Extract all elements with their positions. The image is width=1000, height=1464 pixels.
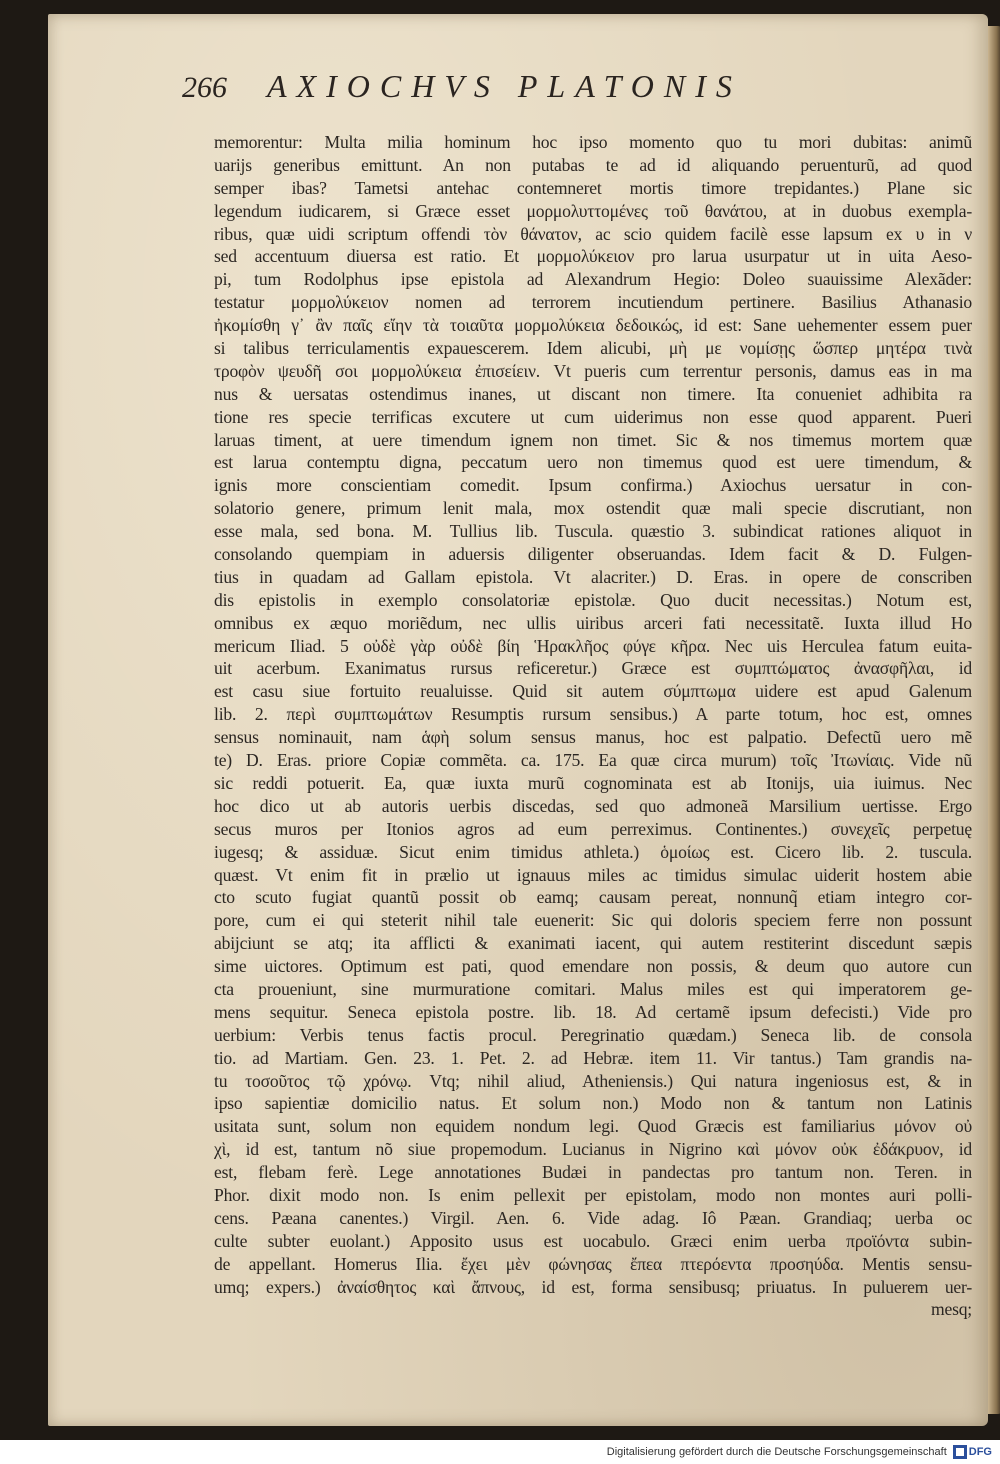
text-line: omnibus ex æquo moriẽdum, nec ullis uiribus arceri fati necessitatẽ. Iuxta illud Ho [214, 612, 972, 633]
text-line: dis epistolis in exemplo consolatoriæ epistolæ. Quo ducit necessitas.) Notum est, [214, 589, 972, 610]
text-line: esse mala, sed bona. M. Tullius lib. Tuscula. quæstio 3. subindicat rationes aliquot in [214, 521, 972, 542]
text-line: ribus, quæ uidi scriptum offendi τὸν θάνατον, ac scio quidem facilè esse lapsum ex υ in ν [214, 223, 972, 244]
text-line: est larua contemptu digna, peccatum uero non timemus quod est uere timendum, & [214, 452, 972, 473]
text-line: pi, tum Rodolphus ipse epistola ad Alexandrum Hegio: Doleo suauissime Alexãder: [214, 269, 972, 290]
text-line: cta proueniunt, sine murmuratione comitari. Malus miles est qui imperatorem ge- [214, 978, 972, 999]
text-line: mens sequitur. Seneca epistola postre. lib. 18. Ad certamẽ ipsum defecisti.) Vide pro [214, 1001, 972, 1022]
text-line: semper ibas? Tametsi antehac contemneret mortis timore trepidantes.) Plane sic [214, 177, 972, 198]
text-line: ignis more conscientiam comedit. Ipsum confirma.) Axiochus uersatur in con- [214, 475, 972, 496]
text-line: cens. Pæana canentes.) Virgil. Aen. 6. Vide adag. Iô Pæan. Grandiaq; uerba oc [214, 1207, 972, 1228]
text-line: pore, cum ei qui steterit nihil tale euenerit: Sic qui doloris speciem ferre non possunt [214, 910, 972, 931]
text-line: hoc dico ut ab autoris uerbis discedas, sed quo admoneã Marsilium uertisse. Ergo [214, 795, 972, 816]
text-line: tius in quadam ad Gallam epistola. Vt alacriter.) D. Eras. in opere de conscriben [214, 566, 972, 587]
text-line: tio. ad Martiam. Gen. 23. 1. Pet. 2. ad Hebræ. item 11. Vir tantus.) Tam grandis na- [214, 1047, 972, 1068]
text-line: te) D. Eras. priore Copiæ commẽta. ca. 175. Ea quæ circa murum) τοῖς Ἰτωνίαις. Vide nũ [214, 750, 972, 771]
text-line: sic reddi potuerit. Ea, quæ iuxta murũ cognominata est ab Itonijs, uia iuimus. Nec [214, 772, 972, 793]
text-line: usitata sunt, solum non equidem nondum legi. Quod Græcis est familiarius μόνον οὐ [214, 1116, 972, 1137]
footer-bar [0, 1440, 1000, 1464]
text-line: mericum Iliad. 5 οὐδὲ γὰρ οὐδὲ βίη Ἡρακλῆος φύγε κῆρα. Nec uis Herculea fatum euita- [214, 635, 972, 656]
text-line: legendum iudicarem, si Græce esset μορμολυττομένες τοῦ θανάτου, at in duobus exempla- [214, 200, 972, 221]
running-title: AXIOCHVS PLATONIS [267, 68, 742, 104]
text-line: tu τοσοῦτος τῷ χρόνῳ. Vtq; nihil aliud, Atheniensis.) Qui natura ingeniosus est, & in [214, 1070, 972, 1091]
text-line: solatorio genere, primum lenit mala, mox ostendit quæ mali specie discrutiant, non [214, 498, 972, 519]
text-line: de appellant. Homerus Ilia. ἔχει μὲν φώνησας ἔπεα πτερόεντα προσηύδα. Mentis sensu- [214, 1253, 972, 1274]
dfg-mark-icon [953, 1445, 967, 1459]
funding-notice: Digitalisierung gefördert durch die Deutsche Forschungsgemeinschaft [606, 1446, 947, 1458]
text-line: χὶ, id est, tantum nõ siue propemodum. Lucianus in Nigrino καὶ μόνον οὐκ ἐδάκρυον, id [214, 1139, 972, 1160]
text-line: laruas timent, at uere timendum ignem non timet. Sic & nos timemus mortem quæ [214, 429, 972, 450]
text-line: uarijs generibus emittunt. An non putabas te ad id aliquando peruenturũ, ad quod [214, 154, 972, 175]
dfg-logo [953, 1445, 992, 1459]
text-line: sensus nominauit, nam ἁφὴ solum sensus manus, hoc est palpatio. Defectũ uero mẽ [214, 727, 972, 748]
text-line: ἠκομίσθη γ᾽ ἂν παῖς εἴην τὰ τοιαῦτα μορμολύκεια δεδοικώς, id est: Sane uehementer essem puer [214, 315, 972, 336]
text-line: sed accentuum diuersa est ratio. Et μορμολύκειον pro larua usurpatur ut in uita Aeso- [214, 246, 972, 267]
text-line: tione res specie terrificas excutere ut cum uiderimus non esse quod apparent. Pueri [214, 406, 972, 427]
text-line: consolando quempiam in aduersis diligenter obseruandas. Idem facit & D. Fulgen- [214, 544, 972, 565]
text-line: memorentur: Multa milia hominum hoc ipso momento quo tu mori dubitas: animũ [214, 132, 972, 152]
text-line: si talibus terriculamentis expauescerem. Idem alicubi, μὴ με νομίσῃς ὥσπερ μητέρα τινὰ [214, 338, 972, 359]
body-text [214, 131, 972, 1321]
text-line: testatur μορμολύκειον nomen ad terrorem incutiendum pertinere. Basilius Athanasio [214, 292, 972, 313]
text-line: abijciunt se atq; ita afflicti & exanimati iacent, qui autem restiterint discedunt sæpis [214, 933, 972, 954]
text-line: est, flebam ferè. Lege annotationes Budæi in pandectas pro tantum non. Teren. in [214, 1162, 972, 1183]
text-line: est casu siue fortuito reualuisse. Quid sit autem σύμπτωμα uidere est apud Galenum [214, 681, 972, 702]
text-line: uit acerbum. Exanimatus rursus reficeretur.) Græce est συμπτώματος ἀνασφῆλαι, id [214, 658, 972, 679]
text-line: nus & uersatas ostendimus inanes, ut discant non timere. Ita conueniet adhibita ra [214, 383, 972, 404]
text-line: umq; expers.) ἀναίσθητος καὶ ἄπνους, id est, forma sensibusq; priuatus. In puluerem uer- [214, 1276, 972, 1297]
text-line: iugesq; & assiduæ. Sicut enim timidus athleta.) ὁμοίως est. Cicero lib. 2. tusculа. [214, 841, 972, 862]
text-line: sime uictores. Optimum est pati, quod emendare non possis, & deum quo autore cun [214, 956, 972, 977]
text-line: culte subter euolant.) Apposito usus est uocabulo. Græci enim uerba προϊόντα subin- [214, 1230, 972, 1251]
text-line: lib. 2. περὶ συμπτωμάτων Resumptis rursum sensibus.) A parte totum, hoc est, omnes [214, 704, 972, 725]
text-line: Phor. dixit modo non. Is enim pellexit per epistolam, modo non montes auri polli- [214, 1184, 972, 1205]
text-line: cto scuto fugiat quantũ possit ob eamq; causam pereat, nonnunq̃ etiam integro cor- [214, 887, 972, 908]
page-number: 266 [182, 71, 227, 104]
text-line: uerbium: Verbis tenus factis procul. Peregrinatio quædam.) Seneca lib. de consola [214, 1024, 972, 1045]
text-line: quæst. Vt enim fit in prælio ut ignauus miles ac timidus simulac uiderit hostem abie [214, 864, 972, 885]
text-line: secus muros per Itonios agros ad eum perreximus. Continentes.) συνεχεῖς perpetuę [214, 818, 972, 839]
catchword: mesq; [930, 1299, 972, 1320]
dfg-logo-text: DFG [968, 1446, 992, 1458]
page-edge [988, 26, 1000, 1414]
running-head [182, 68, 882, 112]
text-line: ipso sapientiæ domicilio natus. Et solum non.) Modo non & tantum non Latinis [214, 1093, 972, 1114]
text-line: τροφὸν ψευδῆ σοι μορμολύκεια ἐπισείειν. Vt pueris cum terrentur personis, damus eas in ma [214, 360, 972, 381]
